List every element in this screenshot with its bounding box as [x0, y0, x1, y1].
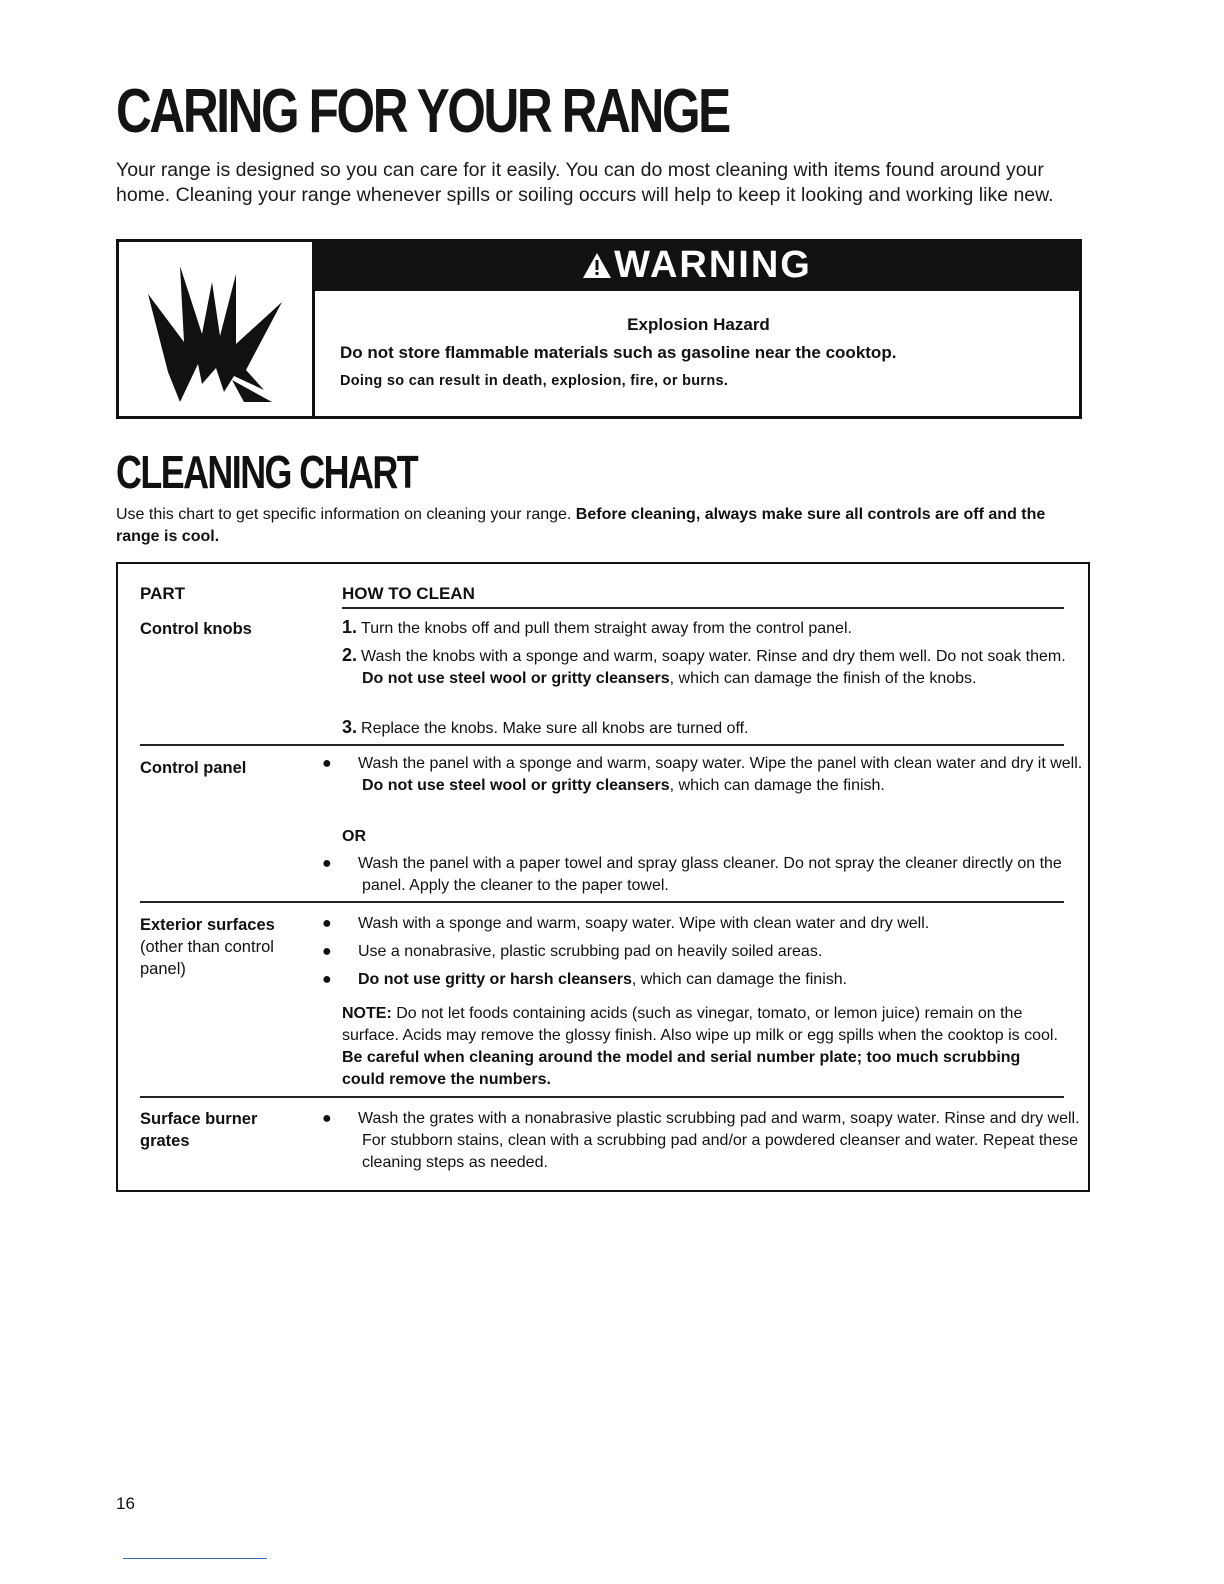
grates-bullet-1: ● Wash the grates with a nonabrasive plastic scrubbing pad and warm, soapy water. Rinse and dry well. For stubborn stains, clean with a scrubbing pad and/or a powdered cleanser and water. Repeat these cleaning steps as needed. — [322, 1110, 1080, 1171]
alert-triangle-icon — [582, 251, 612, 279]
row-rule — [140, 744, 1064, 746]
footer-line — [123, 1558, 267, 1559]
exterior-bullet-2: ● Use a nonabrasive, plastic scrubbing pad on heavily soiled areas. — [322, 943, 823, 960]
intro-paragraph: Your range is designed so you can care for it easily. You can do most cleaning with items found around your home. Cleaning your range whenever spills or soiling occurs will help to keep it looking and working like new. — [116, 159, 1054, 206]
part-control-panel: Control panel — [140, 759, 247, 777]
column-header-part: PART — [140, 584, 186, 603]
page-number: 16 — [116, 1494, 135, 1513]
explosion-icon — [140, 252, 290, 410]
exterior-bullet-1: ● Wash with a sponge and warm, soapy water. Wipe with clean water and dry well. — [322, 915, 930, 932]
warning-title: WARNING — [614, 243, 812, 286]
knobs-step-1: 1. Turn the knobs off and pull them straight away from the control panel. — [342, 617, 852, 637]
part-surface-burner-grates: Surface burner grates — [140, 1110, 258, 1150]
row-rule — [140, 901, 1064, 903]
chart-intro-text: Use this chart to get specific information on cleaning your range. — [116, 506, 576, 523]
section-title: CLEANING CHART — [116, 446, 418, 498]
chart-intro — [116, 504, 1056, 548]
warning-line-1: Do not store flammable materials such as gasoline near the cooktop. — [340, 343, 897, 362]
header-rule — [342, 607, 1064, 609]
part-exterior-surfaces: Exterior surfaces (other than control panel) — [140, 916, 275, 978]
panel-bullet-1: ● Wash the panel with a sponge and warm, soapy water. Wipe the panel with clean water and dry it well. Do not use steel wool or gritty cleansers, which can damage the finish. — [322, 755, 1083, 794]
knobs-step-2: 2. Wash the knobs with a sponge and warm, soapy water. Rinse and dry them well. Do not soak them. Do not use steel wool or gritty cleansers, which can damage the finish of the knobs. — [342, 645, 1066, 687]
panel-or: OR — [342, 828, 366, 845]
exterior-note: NOTE: Do not let foods containing acids (such as vinegar, tomato, or lemon juice) remain on the surface. Acids may remove the glossy finish. Also wipe up milk or egg spills when the cooktop is cool. Be careful when cleaning around the model and serial number plate; too much scrubbing could remove the numbers. — [342, 1005, 1058, 1088]
row-rule — [140, 1096, 1064, 1098]
exterior-bullet-3: ● Do not use gritty or harsh cleansers, which can damage the finish. — [322, 971, 848, 988]
chart-intro-bold: Before cleaning, always make sure all controls are off and the range is cool. — [116, 506, 1046, 545]
panel-bullet-2: ● Wash the panel with a paper towel and spray glass cleaner. Do not spray the cleaner directly on the panel. Apply the cleaner to the paper towel. — [322, 855, 1062, 894]
column-header-how: HOW TO CLEAN — [342, 584, 475, 603]
part-control-knobs: Control knobs — [140, 620, 252, 638]
page-title: CARING FOR YOUR RANGE — [116, 77, 729, 146]
knobs-step-3: 3. Replace the knobs. Make sure all knobs are turned off. — [342, 717, 749, 737]
warning-header — [312, 239, 1082, 291]
hazard-title: Explosion Hazard — [627, 315, 770, 334]
warning-line-2: Doing so can result in death, explosion, fire, or burns. — [340, 373, 729, 389]
